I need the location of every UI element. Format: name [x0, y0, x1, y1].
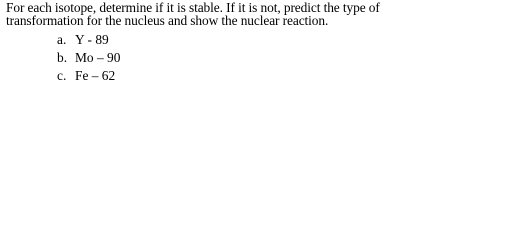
- question-block: [6, 2, 506, 86]
- list-item: [57, 31, 506, 49]
- item-text: Mo – 90: [75, 50, 121, 66]
- question-prompt: [6, 2, 506, 27]
- list-item: [57, 67, 506, 85]
- item-marker: a.: [57, 32, 67, 47]
- list-item: [57, 49, 506, 67]
- item-marker: c.: [57, 68, 67, 84]
- question-line-1: For each isotope, determine if it is stable. If it is not, predict the type of: [6, 0, 380, 15]
- item-text: Fe – 62: [75, 68, 116, 84]
- item-text: Y - 89: [75, 32, 109, 47]
- question-line-2: transformation for the nucleus and show the nuclear reaction.: [6, 12, 329, 28]
- item-marker: b.: [57, 50, 68, 66]
- isotope-list: [6, 31, 506, 86]
